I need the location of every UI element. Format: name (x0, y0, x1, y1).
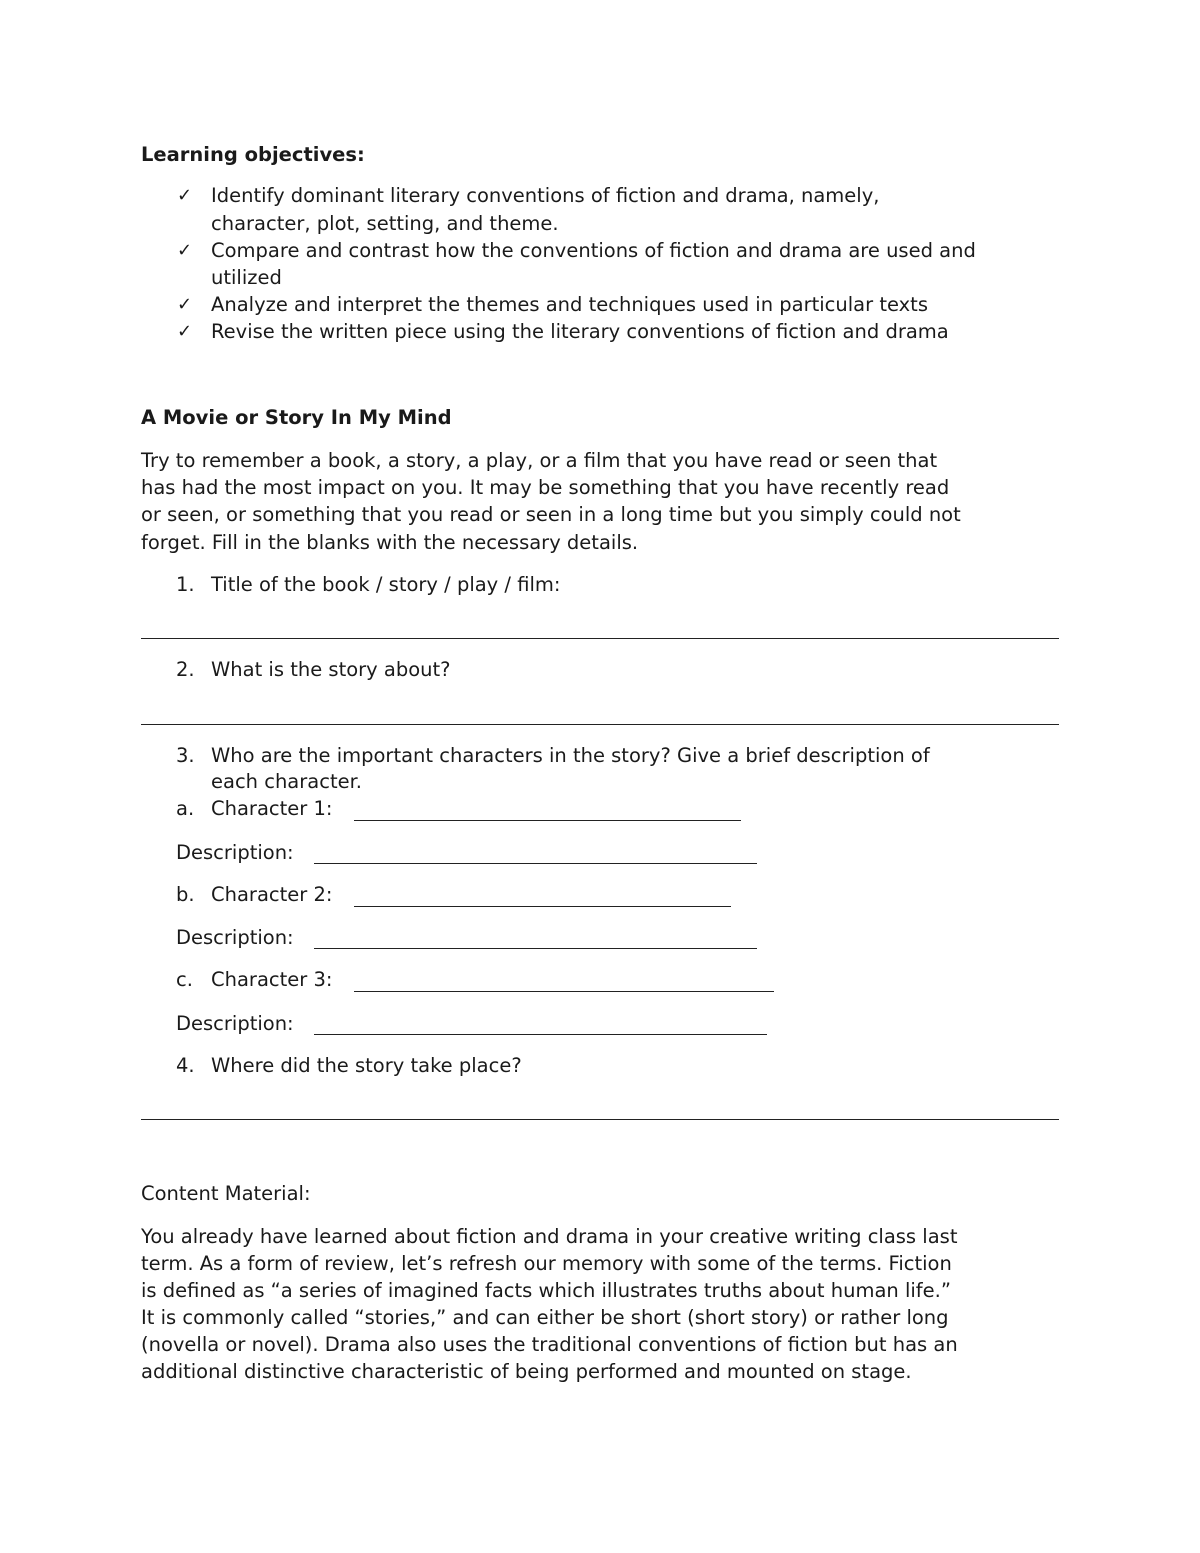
check-icon: ✓ (177, 294, 193, 315)
question-3-line1: Who are the important characters in the story? Give a brief description of (211, 744, 930, 767)
objective-item-3: Analyze and interpret the themes and techniques used in particular texts (211, 293, 928, 316)
character-c-description-line[interactable] (314, 1034, 767, 1035)
objective-item-4: Revise the written piece using the literary conventions of fiction and drama (211, 320, 949, 343)
character-c-letter: c. (176, 968, 193, 991)
character-a-description-line[interactable] (314, 863, 757, 864)
character-c-label: Character 3: (211, 968, 333, 991)
question-2-text: What is the story about? (211, 658, 451, 681)
question-2-number: 2. (176, 658, 195, 681)
content-line4: It is commonly called “stories,” and can either be short (short story) or rather long (141, 1306, 949, 1329)
check-icon: ✓ (177, 321, 193, 342)
content-line2: term. As a form of review, let’s refresh our memory with some of the terms. Fiction (141, 1252, 952, 1275)
question-1-number: 1. (176, 573, 195, 596)
objective-item-2-line2: utilized (211, 266, 282, 289)
character-b-description-label: Description: (176, 926, 294, 949)
character-c-answer-line[interactable] (354, 991, 774, 992)
content-line3: is defined as “a series of imagined facts which illustrates truths about human life.” (141, 1279, 951, 1302)
question-1-text: Title of the book / story / play / film: (211, 573, 561, 596)
question-3-line2: each character. (211, 770, 363, 793)
activity-heading: A Movie or Story In My Mind (141, 406, 452, 429)
activity-intro-line4: forget. Fill in the blanks with the necessary details. (141, 531, 639, 554)
character-a-letter: a. (176, 797, 195, 820)
character-b-letter: b. (176, 883, 195, 906)
activity-intro-line2: has had the most impact on you. It may be something that you have recently read (141, 476, 950, 499)
character-a-description-label: Description: (176, 841, 294, 864)
character-b-description-line[interactable] (314, 948, 757, 949)
objective-item-2-line1: Compare and contrast how the conventions of fiction and drama are used and (211, 239, 976, 262)
question-4-text: Where did the story take place? (211, 1054, 522, 1077)
character-b-label: Character 2: (211, 883, 333, 906)
content-line1: You already have learned about fiction and drama in your creative writing class last (141, 1225, 958, 1248)
activity-intro-line3: or seen, or something that you read or seen in a long time but you simply could not (141, 503, 961, 526)
character-a-answer-line[interactable] (354, 820, 741, 821)
question-4-number: 4. (176, 1054, 195, 1077)
question-1-answer-line[interactable] (141, 638, 1059, 639)
question-2-answer-line[interactable] (141, 724, 1059, 725)
objective-item-1-line2: character, plot, setting, and theme. (211, 212, 559, 235)
character-b-answer-line[interactable] (354, 906, 731, 907)
content-heading: Content Material: (141, 1182, 311, 1205)
check-icon: ✓ (177, 185, 193, 206)
objectives-heading: Learning objectives: (141, 143, 365, 166)
activity-intro-line1: Try to remember a book, a story, a play, or a film that you have read or seen that (141, 449, 938, 472)
character-a-label: Character 1: (211, 797, 333, 820)
question-3-number: 3. (176, 744, 195, 767)
question-4-answer-line[interactable] (141, 1119, 1059, 1120)
character-c-description-label: Description: (176, 1012, 294, 1035)
objective-item-1-line1: Identify dominant literary conventions of fiction and drama, namely, (211, 184, 880, 207)
check-icon: ✓ (177, 240, 193, 261)
content-line6: additional distinctive characteristic of being performed and mounted on stage. (141, 1360, 912, 1383)
content-line5: (novella or novel). Drama also uses the traditional conventions of fiction but has an (141, 1333, 958, 1356)
